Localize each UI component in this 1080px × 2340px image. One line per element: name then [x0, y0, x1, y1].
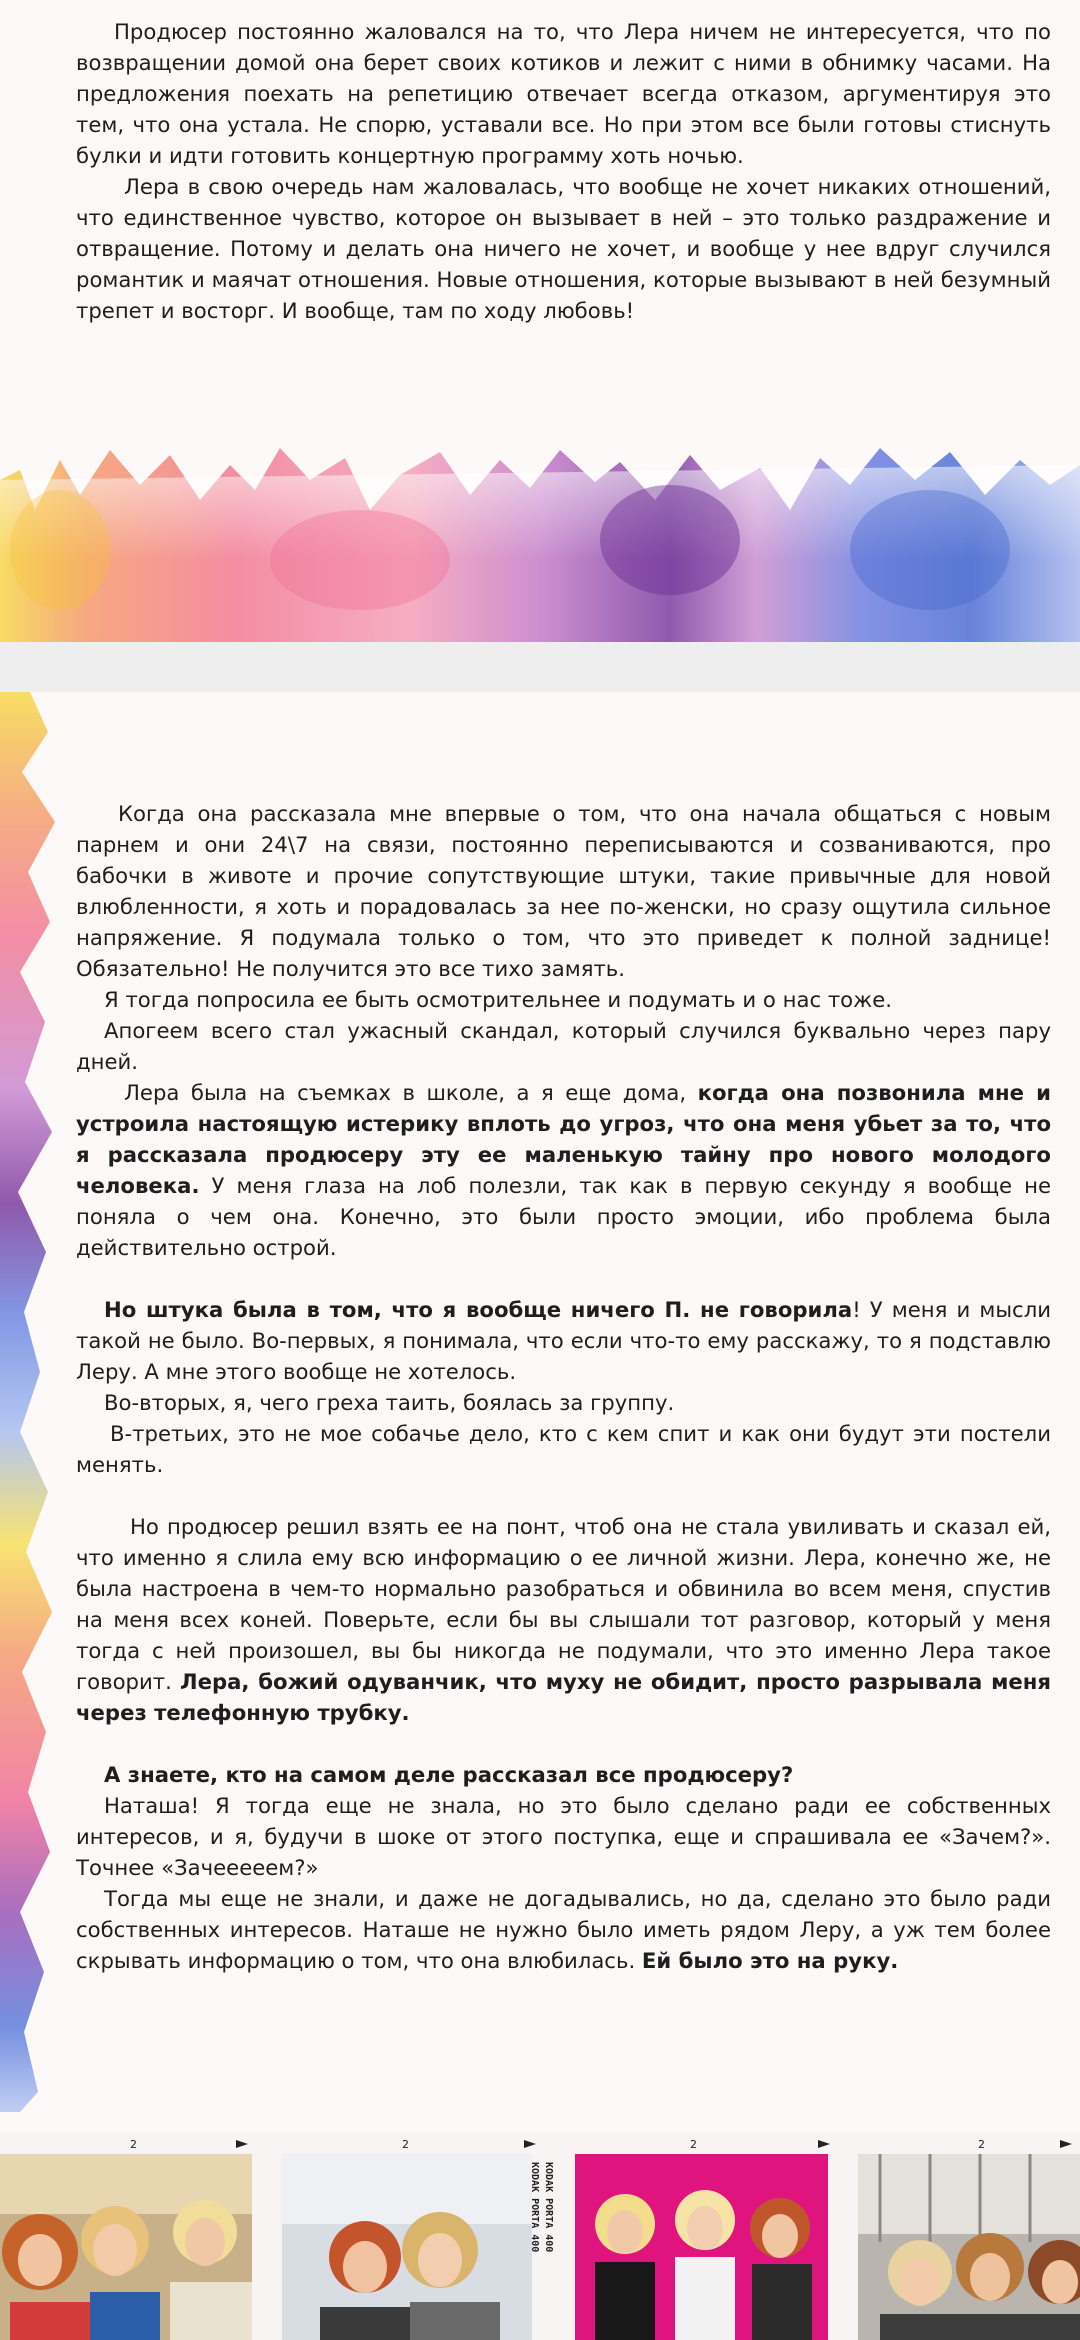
page-bottom	[0, 692, 1080, 2340]
watercolor-decoration	[0, 440, 1080, 642]
text-span: Тогда мы еще не знали, и даже не догадывались, но да, сделано это было ради собственных интересов. Наташе не нужно было иметь рядом Леру, а уж тем более скрывать информацию о том, что она влюбилась.	[76, 1886, 1051, 1973]
paragraph: Во-вторых, я, чего греха таить, боялась за группу.	[104, 1390, 675, 1415]
paragraph	[76, 1511, 1051, 1728]
film-strip-photos	[0, 2132, 1080, 2340]
text-span: У меня глаза на лоб полезли, так как в первую секунду я вообще не поняла о чем она. Конечно, это были просто эмоции, ибо проблема была действительно острой.	[76, 1173, 1051, 1260]
frame-number: 2	[402, 2138, 409, 2151]
bold-text: Ей было это на руку.	[641, 1948, 899, 1973]
section-question	[76, 1759, 1051, 1790]
paragraph: Когда она рассказала мне впервые о том, что она начала общаться с новым парнем и они 24\7 на связи, постоянно переписываются и созваниваются, про бабочки в животе и прочие сопутствующие штуки, такие привычные для новой влюбленности, я хоть и порадовалась за нее по-женски, но сразу ощутила сильное напряжение. Я подумала только о том, что это приведет к полной заднице! Обязательно! Не получится это все тихо замять.	[76, 801, 1051, 981]
page2-text	[76, 798, 1051, 1976]
text-span: Лера была на съемках в школе, а я еще дома,	[124, 1080, 698, 1105]
watercolor-edge-decoration	[0, 692, 70, 2112]
paragraph: Апогеем всего стал ужасный скандал, который случился буквально через пару дней.	[76, 1018, 1051, 1074]
paragraph	[76, 1883, 1051, 1976]
paragraph: Продюсер постоянно жаловался на то, что Лера ничем не интересуется, что по возвращении домой она берет своих котиков и лежит с ними в обнимку часами. На предложения поехать на репетицию отвечает всегда отказом, аргументируя это тем, что она устала. Не спорю, уставали все. Но при этом все были готовы стиснуть булки и идти готовить концертную программу хоть ночью.	[76, 19, 1051, 168]
bold-text: Лера, божий одуванчик, что муху не обидит, просто разрывала меня через телефонную трубку.	[76, 1669, 1051, 1725]
page1-text	[76, 16, 1051, 326]
bold-text: Но штука была в том, что я вообще ничего П. не говорила	[104, 1297, 853, 1322]
frame-number: 2	[690, 2138, 697, 2151]
edge-print-text: KODAK PORTA 400	[543, 2162, 554, 2253]
photo-frame	[575, 2154, 828, 2340]
photo-frame	[858, 2154, 1080, 2340]
edge-print-text: KODAK PORTA 400	[529, 2162, 540, 2253]
paragraph: В-третьих, это не мое собачье дело, кто с кем спит и как они будут эти постели менять.	[76, 1421, 1051, 1477]
paragraph	[76, 1077, 1051, 1263]
paragraph: Я тогда попросила ее быть осмотрительнее и подумать и о нас тоже.	[104, 987, 892, 1012]
paragraph: Наташа! Я тогда еще не знала, но это было сделано ради ее собственных интересов, и я, будучи в шоке от этого поступка, еще и спрашивала ее «Зачем?». Точнее «Зачееееем?»	[76, 1793, 1051, 1880]
page-separator	[0, 642, 1080, 692]
frame-number: 2	[130, 2138, 137, 2151]
photo-frame	[0, 2154, 252, 2340]
photo-frame	[282, 2154, 532, 2340]
text-span: Но продюсер решил взять ее на понт, чтоб она не стала увиливать и сказал ей, что именно я слила ему всю информацию о ее личной жизни. Лера, конечно же, не была настроена в чем-то нормально разобраться и обвинила во всем меня, спустив на меня всех коней. Поверьте, если бы вы слышали тот разговор, который у меня тогда с ней произошел, вы бы никогда не подумали, что это именно Лера такое говорит.	[76, 1514, 1051, 1694]
bold-text: когда она позвонила мне и устроила настоящую истерику вплоть до угроз, что она меня убьет за то, что я рассказала продюсеру эту ее маленькую тайну про нового молодого человека.	[76, 1080, 1051, 1198]
frame-number: 2	[978, 2138, 985, 2151]
page-top	[0, 0, 1080, 642]
paragraph: Лера в свою очередь нам жаловалась, что вообще не хочет никаких отношений, что единственное чувство, которое он вызывает в ней – это только раздражение и отвращение. Потому и делать она ничего не хочет, и вообще у нее вдруг случился романтик и маячат отношения. Новые отношения, которые вызывают в ней безумный трепет и восторг. И вообще, там по ходу любовь!	[76, 174, 1051, 323]
bold-text: А знаете, кто на самом деле рассказал все продюсеру?	[104, 1762, 794, 1787]
text-span: ! У меня и мысли такой не было. Во-первых, я понимала, что если что-то ему расскажу, то я подставлю Леру. А мне этого вообще не хотелось.	[76, 1297, 1052, 1384]
paragraph	[76, 1294, 1051, 1387]
